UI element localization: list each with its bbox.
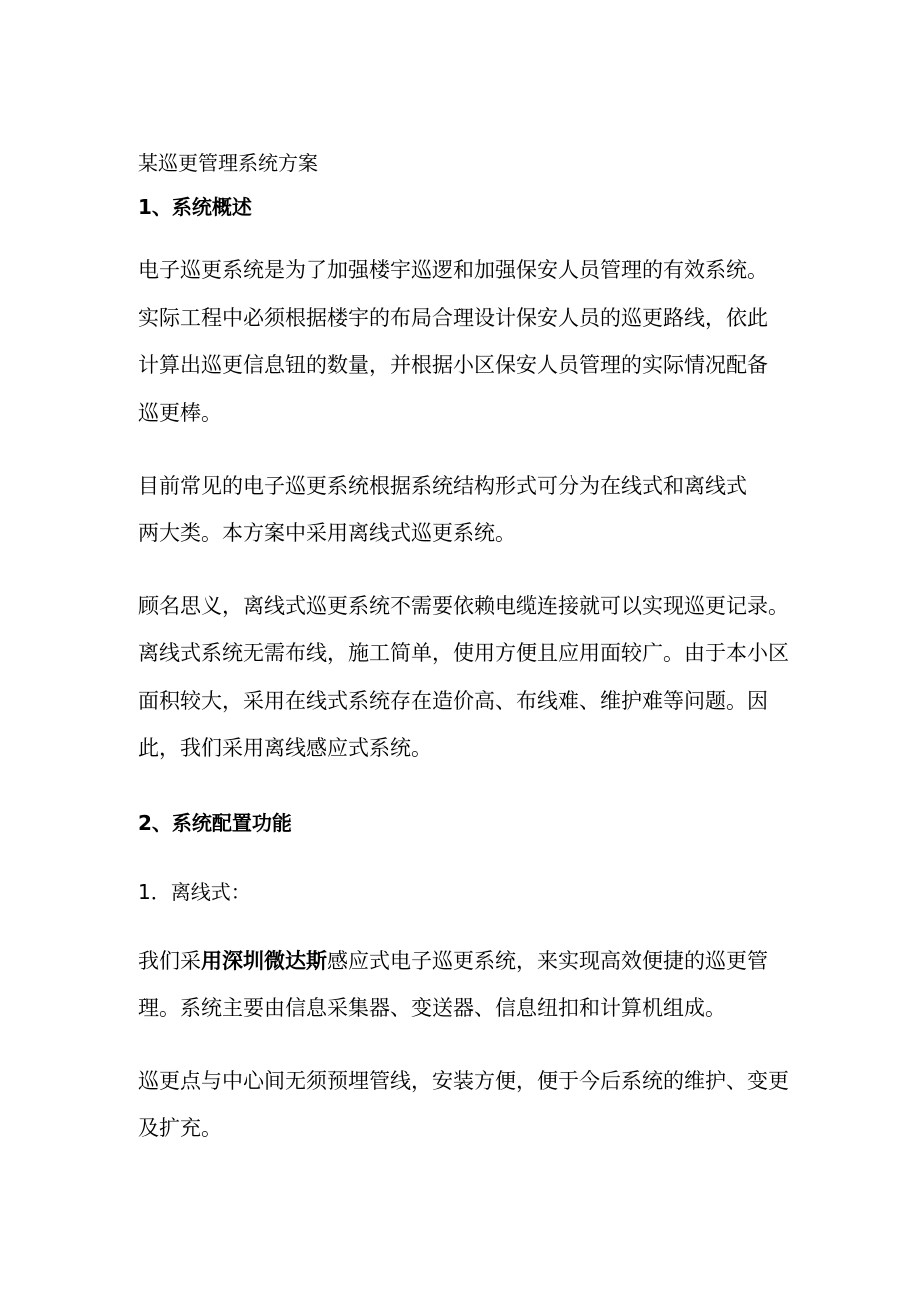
paragraph-line (138, 946, 768, 976)
paragraph-line: 离线式系统无需布线，施工简单，使用方便且应用面较广。由于本小区 (138, 641, 789, 665)
section1-heading: 1、系统概述 (138, 195, 252, 219)
paragraph-line: 电子巡更系统是为了加强楼宇巡逻和加强保安人员管理的有效系统。 (138, 258, 768, 282)
section2-heading: 2、系统配置功能 (138, 811, 292, 835)
paragraph-line: 实际工程中必须根据楼宇的布局合理设计保安人员的巡更路线，依此 (138, 306, 768, 330)
paragraph-line: 巡更点与中心间无须预埋管线，安装方便，便于今后系统的维护、变更 (138, 1069, 789, 1093)
paragraph-line: 目前常见的电子巡更系统根据系统结构形式可分为在线式和离线式 (138, 474, 747, 498)
text-run: 我们采 (138, 949, 201, 973)
bold-company-name: 用深圳微达斯 (201, 949, 327, 973)
paragraph-line: 两大类。本方案中采用离线式巡更系统。 (138, 521, 516, 545)
paragraph-line: 面积较大，采用在线式系统存在造价高、布线难、维护难等问题。因 (138, 689, 768, 713)
paragraph-line: 巡更棒。 (138, 401, 222, 425)
paragraph-line: 顾名思义，离线式巡更系统不需要依赖电缆连接就可以实现巡更记录。 (138, 594, 789, 618)
section2-subheading: 1．离线式： (138, 880, 251, 904)
paragraph-line: 理。系统主要由信息采集器、变送器、信息纽扣和计算机组成。 (138, 996, 726, 1020)
text-run: 感应式电子巡更系统，来实现高效便捷的巡更管 (327, 949, 768, 973)
document-title: 某巡更管理系统方案 (138, 151, 318, 175)
paragraph-line: 此，我们采用离线感应式系统。 (138, 736, 432, 760)
paragraph-line: 计算出巡更信息钮的数量，并根据小区保安人员管理的实际情况配备 (138, 353, 768, 377)
paragraph-line: 及扩充。 (138, 1116, 222, 1140)
